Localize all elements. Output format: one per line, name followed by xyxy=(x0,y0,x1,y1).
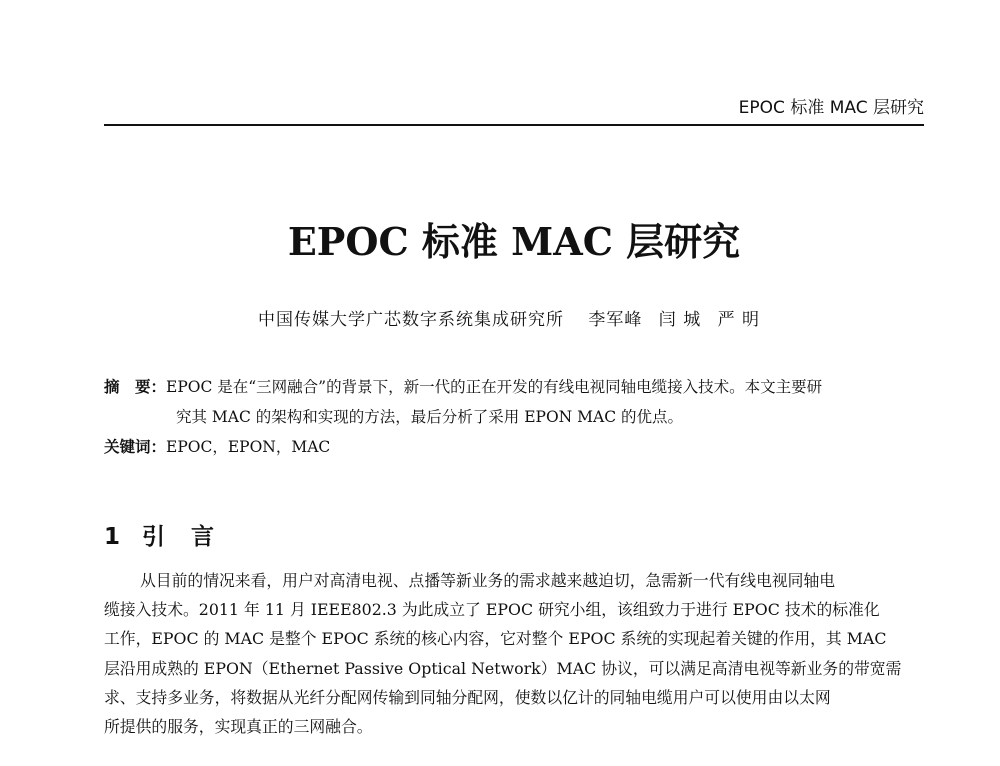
body-line: 从目前的情况来看，用户对高清电视、点播等新业务的需求越来越迫切，急需新一代有线电视同轴电 xyxy=(140,571,836,590)
author-name: 李军峰 xyxy=(588,310,643,330)
keywords-value: EPOC，EPON，MAC xyxy=(166,438,331,456)
body-line: 缆接入技术。2011 年 11 月 IEEE802.3 为此成立了 EPOC 研究小组，该组致力于进行 EPOC 技术的标准化 xyxy=(104,600,880,620)
section-title: 言 xyxy=(191,524,215,550)
author-name: 闫 城 xyxy=(658,310,702,330)
header-rule xyxy=(104,124,924,126)
section-heading xyxy=(104,522,214,552)
keywords-label: 关键词： xyxy=(104,438,167,456)
author-name: 严 明 xyxy=(717,310,761,330)
body-line: 层沿用成熟的 EPON（Ethernet Passive Optical Network）MAC 协议，可以满足高清电视等新业务的带宽需 xyxy=(104,658,902,678)
running-head: EPOC 标准 MAC 层研究 xyxy=(738,98,924,118)
body-line: 工作，EPOC 的 MAC 是整个 EPOC 系统的核心内容，它对整个 EPOC 系统的实现起着关键的作用，其 MAC xyxy=(104,629,887,649)
abstract-text: 究其 MAC 的架构和实现的方法，最后分析了采用 EPON MAC 的优点。 xyxy=(176,408,683,426)
abstract-label: 摘 要： xyxy=(104,378,167,396)
body-line: 所提供的服务，实现真正的三网融合。 xyxy=(104,717,373,737)
section-title: 引 xyxy=(142,524,166,550)
abstract-text: EPOC 是在“三网融合”的背景下，新一代的正在开发的有线电视同轴电缆接入技术。本文主要研 xyxy=(166,378,823,396)
byline xyxy=(104,308,924,332)
affiliation: 中国传媒大学广芯数字系统集成研究所 xyxy=(257,310,564,330)
body-line: 求、支持多业务，将数据从光纤分配网传输到同轴分配网，使数以亿计的同轴电缆用户可以使用由以太网 xyxy=(104,687,831,707)
keywords xyxy=(104,432,924,462)
abstract-line xyxy=(104,402,924,432)
paper-title: EPOC 标准 MAC 层研究 xyxy=(287,219,741,264)
section-number: 1 xyxy=(104,524,121,550)
abstract xyxy=(104,372,924,432)
abstract-line xyxy=(104,372,924,402)
body-paragraph xyxy=(104,566,924,741)
